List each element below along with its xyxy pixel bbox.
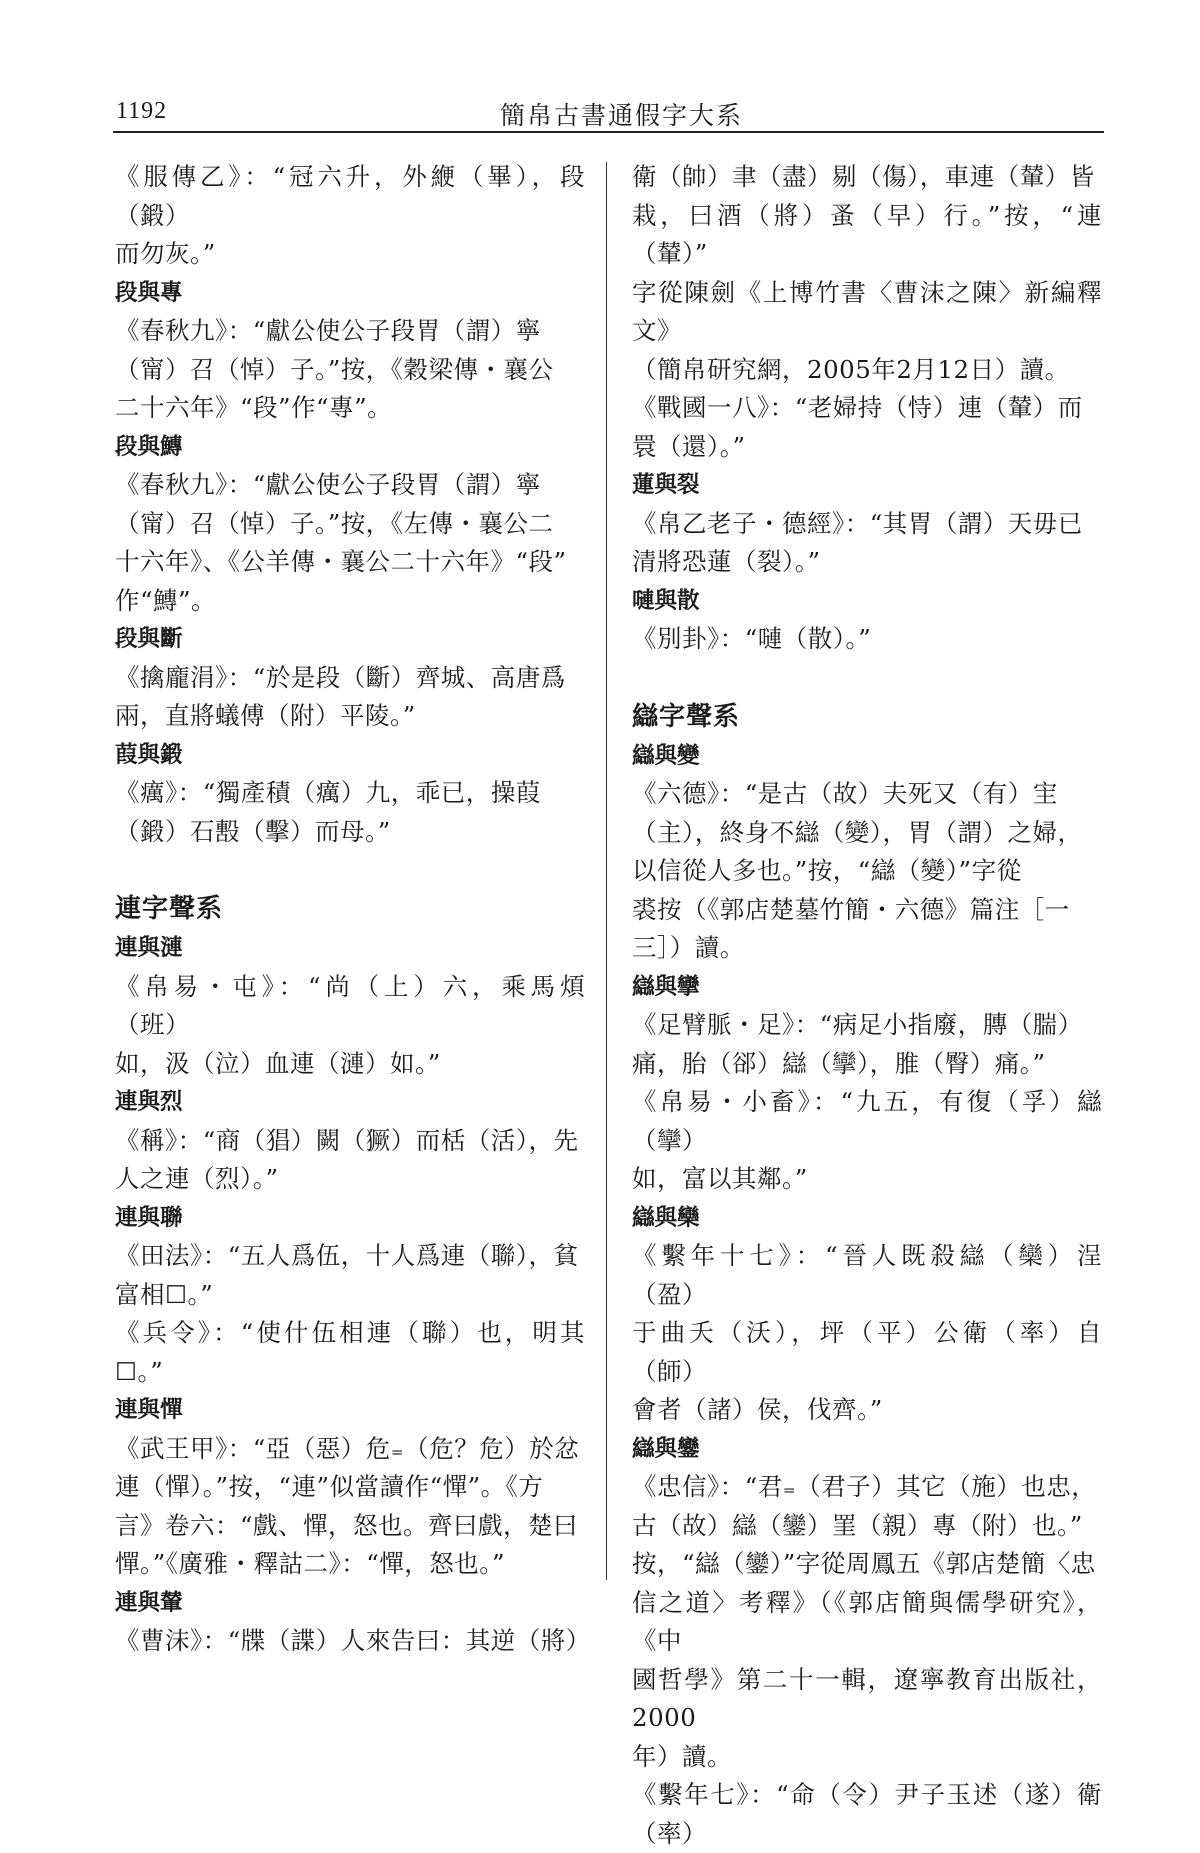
- paragraph: 《春秋九》：“獻公使公子段胃（謂）寧 （甯）召（悼）子。”按，《穀梁傳・襄公 二十六年》“段”作“專”。: [115, 316, 554, 422]
- header-rule: [113, 131, 1104, 133]
- paragraph: 衛（帥）聿（盡）剔（傷），車連（輦）皆 栽，曰酒（將）蚤（早）行。”按，“連（輦）” 字從陳劍《上博竹書〈曹沫之陳〉新編釋文》 （簡帛研究網，2005年2月12日）讀。: [632, 162, 1102, 384]
- paragraph: 《六德》：“是古（故）夫死又（有）宔 （主），終身不䜌（變），胃（謂）之婦， 以信從人多也。”按，“䜌（變）”字從 裘按（《郭店楚墓竹簡・六德》篇注［一 三］）讀。: [632, 779, 1083, 962]
- paragraph: 《繫年十七》：“晉人既殺䜌（欒）浧（盈） 于曲夭（沃），坪（平）公衛（率）自（師） 會者（諸）侯，伐齊。”: [632, 1241, 1102, 1424]
- paragraph: 《忠信》：“君₌（君子）其它（施）也忠， 古（故）䜌（鑾）罣（親）專（附）也。” 按，“䜌（鑾）”字從周鳳五《郭店楚簡〈忠 信之道〉考釋》（《郭店簡與儒學研究》，《中 國哲學》第二十一輯，遼寧教育出版社，2000 年）讀。: [632, 1472, 1102, 1771]
- paragraph: 《癘》：“獨產積（癘）九，乖已，操葭 （鍛）石毄（擊）而母。”: [115, 778, 541, 846]
- column-divider: [606, 162, 607, 1580]
- entry-heading: 䜌與鑾: [632, 1435, 700, 1462]
- entry-heading: 連與輦: [115, 1589, 183, 1616]
- paragraph: 《繫年七》：“命（令）尹子玉述（遂）衛（率）: [632, 1780, 1102, 1848]
- paragraph: 《武王甲》：“亞（惡）危₌（危？危）於忿 連（憚）。”按，“連”似當讀作“憚”。《方 言》卷六：“戲、憚，怒也。齊曰戲，楚曰 憚。”《廣雅・釋詁二》：“憚，怒也。”: [115, 1433, 580, 1578]
- entry-heading: 段與鱄: [115, 433, 183, 460]
- entry-heading: 連與烈: [115, 1089, 183, 1115]
- paragraph: 《春秋九》：“獻公使公子段胃（謂）寧 （甯）召（悼）子。”按，《左傳・襄公二 十六年》、《公羊傳・襄公二十六年》“段” 作“鱄”。: [115, 470, 567, 615]
- entry-heading: 連與漣: [115, 935, 183, 961]
- entry-heading: 䜌與變: [632, 742, 700, 769]
- entry-heading: 段與專: [115, 279, 183, 306]
- paragraph: 《帛易・屯》：“尚（上）六，乘馬煩（班） 如，汲（泣）血連（漣）如。”: [115, 971, 585, 1078]
- right-column: [632, 158, 1102, 1853]
- left-column: [115, 158, 591, 1661]
- entry-heading: 葭與鍛: [115, 741, 183, 768]
- page-number: 1192: [116, 98, 168, 124]
- paragraph: 《足臂脈・足》：“病足小指廢，膞（腨） 痛，胎（郤）䜌（攣），脽（臀）痛。”: [632, 1010, 1083, 1078]
- entry-heading: 連與聯: [115, 1204, 183, 1231]
- paragraph: 《曹沫》：“牒（諜）人來告曰：其逆（將）: [115, 1626, 591, 1655]
- running-title: 簡帛古書通假字大系: [500, 101, 744, 130]
- entry-heading: 嗹與散: [632, 587, 700, 614]
- paragraph: 《帛乙老子・德經》：“其胃（謂）天毋已 清將恐蓮（裂）。”: [632, 508, 1083, 576]
- paragraph: 《田法》：“五人爲伍，十人爲連（聯），貧 富相☐。”: [115, 1241, 579, 1309]
- section-heading: 連字聲系: [115, 894, 224, 924]
- paragraph: 《帛易・小畜》：“九五，有復（孚）䜌（攣） 如，富以其鄰。”: [632, 1087, 1102, 1193]
- entry-heading: 䜌與攣: [632, 973, 700, 1000]
- paragraph: 《別卦》：“嗹（散）。”: [632, 624, 872, 653]
- entry-heading: 蓮與裂: [632, 472, 700, 498]
- entry-heading: 䜌與欒: [632, 1204, 700, 1231]
- paragraph: 《稱》：“商（猖）闕（獗）而栝（活），先 人之連（烈）。”: [115, 1125, 579, 1193]
- entry-heading: 段與斷: [115, 626, 183, 652]
- paragraph: 《戰國一八》：“老婦持（恃）連（輦）而 睘（還）。”: [632, 393, 1083, 461]
- entry-heading: 連與憚: [115, 1397, 183, 1423]
- paragraph: 《兵令》：“使什伍相連（聯）也，明其☐。”: [115, 1318, 585, 1386]
- paragraph: 《擒龐涓》：“於是段（斷）齊城、高唐爲 兩，直將蟻傅（附）平陵。”: [115, 662, 566, 730]
- paragraph: 《服傳乙》：“冠六升，外緶（畢），段（鍛） 而勿灰。”: [115, 162, 585, 268]
- section-heading: 䜌字聲系: [632, 701, 741, 732]
